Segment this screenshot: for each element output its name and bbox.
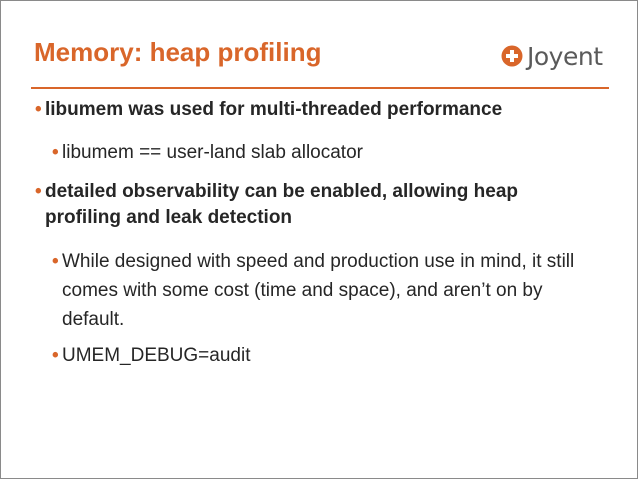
joyent-logo [501, 41, 603, 71]
bullet-item [35, 179, 595, 231]
logo-text: Joyent [527, 41, 603, 71]
bullet-dot: • [52, 345, 59, 366]
bullet-dot: • [35, 99, 42, 120]
bullet-dot: • [52, 251, 59, 272]
bullet-dot: • [35, 181, 42, 202]
sub-bullet-item [52, 140, 602, 166]
title-divider [31, 87, 609, 89]
bullet-item [35, 97, 605, 123]
slide-title: Memory: heap profiling [34, 37, 322, 67]
sub-bullet-item [52, 247, 597, 334]
sub-bullet-item [52, 343, 602, 369]
bullet-text: libumem was used for multi-threaded performance [45, 99, 503, 120]
bullet-text: detailed observability can be enabled, allowing heap profiling and leak detection [45, 181, 519, 228]
bullet-text: While designed with speed and production use in mind, it still comes with some cost (time and space), and aren’t on by default. [62, 251, 575, 330]
plus-circle-icon [501, 45, 523, 67]
bullet-text: UMEM_DEBUG=audit [62, 345, 251, 366]
bullet-text: libumem == user-land slab allocator [62, 142, 363, 163]
bullet-dot: • [52, 142, 59, 163]
